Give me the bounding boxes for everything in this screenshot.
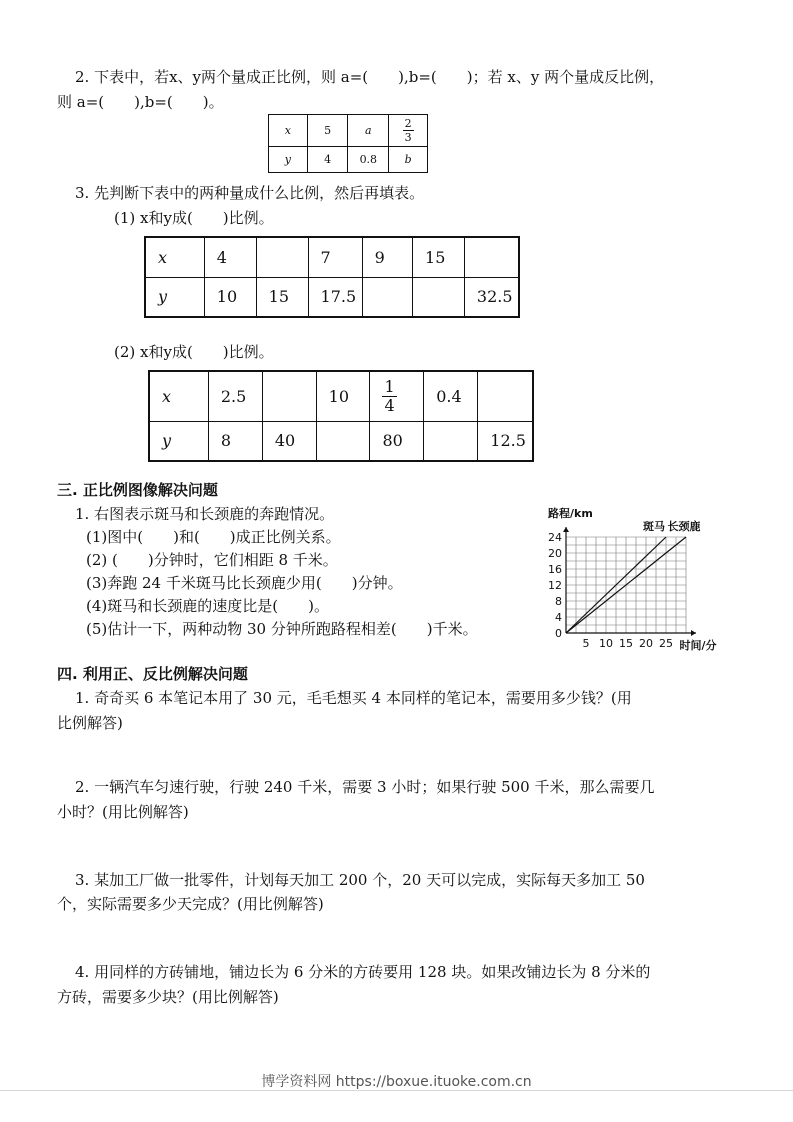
- table-cell: [389, 115, 428, 147]
- table-cell: a: [348, 115, 389, 147]
- table-cell: x: [145, 237, 204, 277]
- table-cell: 4: [204, 237, 256, 277]
- q3-part1-label: (1) x和y成( )比例。: [114, 209, 274, 227]
- problem-2-line1: 2. 一辆汽车匀速行驶，行驶 240 千米，需要 3 小时；如果行驶 500 千米，那么需要几: [75, 778, 655, 796]
- table-cell: 12.5: [478, 421, 533, 461]
- table-cell: y: [269, 147, 308, 173]
- table-cell: [370, 371, 424, 421]
- table-cell: 4: [307, 147, 348, 173]
- table-row: [269, 115, 428, 147]
- section3-line: (5)估计一下，两种动物 30 分钟所跑路程相差( )千米。: [86, 620, 478, 638]
- table-cell: x: [149, 371, 208, 421]
- table-cell: [413, 277, 465, 317]
- y-tick-label: 12: [548, 579, 562, 592]
- problem-1-line1: 1. 奇奇买 6 本笔记本用了 30 元，毛毛想买 4 本同样的笔记本，需要用多少钱？(用: [75, 689, 632, 707]
- q2-table: [268, 114, 428, 173]
- table-cell: 0.8: [348, 147, 389, 173]
- section3-line: (3)奔跑 24 千米斑马比长颈鹿少用( )分钟。: [86, 574, 403, 592]
- table-cell: [424, 421, 478, 461]
- table-cell: [256, 237, 308, 277]
- table-cell: 7: [308, 237, 362, 277]
- y-axis-arrow: [563, 527, 569, 532]
- table-cell: [478, 371, 533, 421]
- table-row: [145, 237, 519, 277]
- problem-1-line2: 比例解答): [57, 714, 123, 732]
- q3-table-1: [144, 236, 520, 318]
- table-cell: x: [269, 115, 308, 147]
- table-row: [149, 371, 533, 421]
- table-row: [269, 147, 428, 173]
- x-tick-label: 20: [639, 637, 653, 650]
- q2-line1: 2. 下表中，若x、y两个量成正比例，则 a=( ),b=( )；若 x、y 两个量成反比例，: [75, 68, 665, 86]
- fraction: [403, 118, 414, 143]
- table-cell: 10: [316, 371, 370, 421]
- table-cell: 17.5: [308, 277, 362, 317]
- y-tick-label: 0: [555, 627, 562, 640]
- fraction-numerator: 1: [384, 376, 395, 396]
- fraction-denominator: 3: [404, 131, 412, 144]
- table-cell: y: [149, 421, 208, 461]
- section3-title: 三. 正比例图像解决问题: [57, 481, 218, 499]
- table-cell: [464, 237, 519, 277]
- y-tick-label: 20: [548, 547, 562, 560]
- q2-line2: 则 a=( ),b=( )。: [57, 93, 224, 111]
- table-cell: [262, 371, 316, 421]
- table-cell: 5: [307, 115, 348, 147]
- table-row: [145, 277, 519, 317]
- table-cell: 32.5: [464, 277, 519, 317]
- fraction: [382, 376, 396, 415]
- series-label: 斑马: [643, 520, 665, 533]
- table-cell: 0.4: [424, 371, 478, 421]
- q3-intro: 3. 先判断下表中的两种量成什么比例，然后再填表。: [75, 184, 425, 202]
- table-cell: [362, 277, 412, 317]
- y-tick-label: 4: [555, 611, 562, 624]
- y-axis-label: 路程/km: [548, 507, 593, 520]
- problem-4-line2: 方砖，需要多少块？(用比例解答): [57, 988, 279, 1006]
- table-cell: [316, 421, 370, 461]
- table-cell: 10: [204, 277, 256, 317]
- fraction-numerator: 2: [404, 117, 412, 130]
- fraction-denominator: 4: [384, 395, 395, 415]
- footer-divider: [0, 1090, 793, 1091]
- chart-labels: [548, 506, 717, 652]
- y-tick-label: 24: [548, 531, 562, 544]
- table-cell: 15: [413, 237, 465, 277]
- x-axis-label: 时间/分: [679, 639, 717, 652]
- q3-part2-label: (2) x和y成( )比例。: [114, 343, 274, 361]
- problem-3-line1: 3. 某加工厂做一批零件，计划每天加工 200 个，20 天可以完成，实际每天多加工 50: [75, 871, 645, 889]
- speed-chart: [540, 500, 730, 660]
- table-cell: 15: [256, 277, 308, 317]
- section3-line: (4)斑马和长颈鹿的速度比是( )。: [86, 597, 329, 615]
- table-row: [149, 421, 533, 461]
- table-cell: 2.5: [208, 371, 262, 421]
- problem-2-line2: 小时？(用比例解答): [57, 803, 189, 821]
- x-tick-label: 15: [619, 637, 633, 650]
- problem-3-line2: 个，实际需要多少天完成？(用比例解答): [57, 895, 324, 913]
- section3-line: (1)图中( )和( )成正比例关系。: [86, 528, 341, 546]
- x-tick-label: 25: [659, 637, 673, 650]
- table-cell: y: [145, 277, 204, 317]
- series-label: 长颈鹿: [667, 520, 701, 533]
- section3-line: 1. 右图表示斑马和长颈鹿的奔跑情况。: [75, 505, 335, 523]
- table-cell: b: [389, 147, 428, 173]
- footer: 博学资料网 https://boxue.ituoke.com.cn: [261, 1074, 532, 1090]
- table-cell: 40: [262, 421, 316, 461]
- table-cell: 8: [208, 421, 262, 461]
- table-cell: 80: [370, 421, 424, 461]
- q3-table-2: [148, 370, 534, 462]
- problem-4-line1: 4. 用同样的方砖铺地，铺边长为 6 分米的方砖要用 128 块。如果改铺边长为 8 分米的: [75, 963, 651, 981]
- section4-title: 四. 利用正、反比例解决问题: [57, 665, 248, 683]
- table-cell: 9: [362, 237, 412, 277]
- x-tick-label: 5: [582, 637, 590, 650]
- section3-line: (2) ( )分钟时，它们相距 8 千米。: [86, 551, 338, 569]
- y-tick-label: 8: [555, 595, 562, 608]
- x-axis-arrow: [691, 630, 696, 636]
- x-tick-label: 10: [599, 637, 613, 650]
- y-tick-label: 16: [548, 563, 562, 576]
